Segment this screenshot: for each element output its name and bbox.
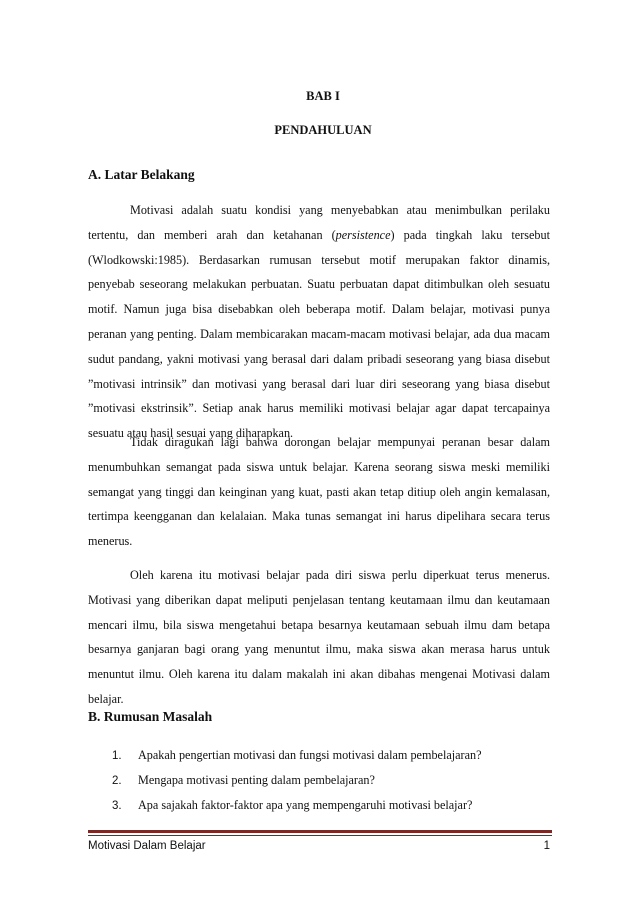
list-item-number: 2. <box>112 775 122 787</box>
paragraph-1-text-start: Motivasi adalah suatu kondisi yang menyebabkan atau menimbulkan perilaku tertentu, dan memberi arah dan ketahanan ( <box>88 203 550 242</box>
footer-page-number: 1 <box>543 840 550 852</box>
paragraph-1 <box>88 198 550 446</box>
list-item <box>112 743 552 768</box>
list-item-text: Mengapa motivasi penting dalam pembelajaran? <box>138 773 375 787</box>
chapter-label: BAB I <box>306 89 340 103</box>
footer-document-title: Motivasi Dalam Belajar <box>88 840 206 852</box>
section-heading-rumusan-masalah: B. Rumusan Masalah <box>88 709 213 724</box>
problem-list <box>112 743 552 818</box>
paragraph-2: Tidak diragukan lagi bahwa dorongan belajar mempunyai peranan besar dalam menumbuhkan semangat pada siswa untuk belajar. Karena seorang siswa meski memiliki semangat yang tinggi dan keinginan yang kuat, pasti akan tetap ditiup oleh angin kemalasan, tertimpa keengganan dan kelalaian. Maka tunas semangat ini harus dipelihara secara terus menerus. <box>88 435 550 549</box>
chapter-title: PENDAHULUAN <box>274 123 372 137</box>
paragraph-1-text-end: ) pada tingkah laku tersebut (Wlodkowski:1985). Berdasarkan rumusan tersebut motif merupakan faktor dinamis, penyebab seseorang melakukan perbuatan. Suatu perbuatan dapat ditimbulkan oleh sesuatu motif. Namun juga bisa disebabkan oleh beberapa motif. Dalam belajar, motivasi punya peranan yang penting. Dalam membicarakan macam-macam motivasi belajar, ada dua macam sudut pandang, yakni motivasi yang berasal dari dalam pribadi seseorang yang biasa disebut ”motivasi intrinsik” dan motivasi yang berasal dari luar diri seseorang yang biasa disebut ”motivasi ekstrinsik”. Setiap anak harus memiliki motivasi belajar agar dapat tercapainya sesuatu atau hasil sesuai yang diharapkan. <box>88 227 550 441</box>
footer-divider-thin <box>88 835 552 836</box>
paragraph-3: Oleh karena itu motivasi belajar pada diri siswa perlu diperkuat terus menerus. Motivasi yang diberikan dapat meliputi penjelasan tentang keutamaan ilmu dan keutamaan mencari ilmu, bila siswa mengetahui betapa besarnya keutamaan sebuah ilmu dam betapa besarnya ganjaran bagi orang yang menuntut ilmu, maka siswa akan merasa harus untuk menuntut ilmu. Oleh karena itu dalam makalah ini akan dibahas mengenai Motivasi dalam belajar. <box>88 568 550 706</box>
list-item-text: Apakah pengertian motivasi dan fungsi motivasi dalam pembelajaran? <box>138 748 482 762</box>
list-item <box>112 793 552 818</box>
list-item-text: Apa sajakah faktor-faktor apa yang mempengaruhi motivasi belajar? <box>138 798 473 812</box>
list-item-number: 3. <box>112 800 122 812</box>
list-item-number: 1. <box>112 750 122 762</box>
section-heading-latar-belakang: A. Latar Belakang <box>88 167 195 182</box>
footer-divider-thick <box>88 830 552 833</box>
list-item <box>112 768 552 793</box>
paragraph-1-italic-term: persistence <box>335 227 391 242</box>
